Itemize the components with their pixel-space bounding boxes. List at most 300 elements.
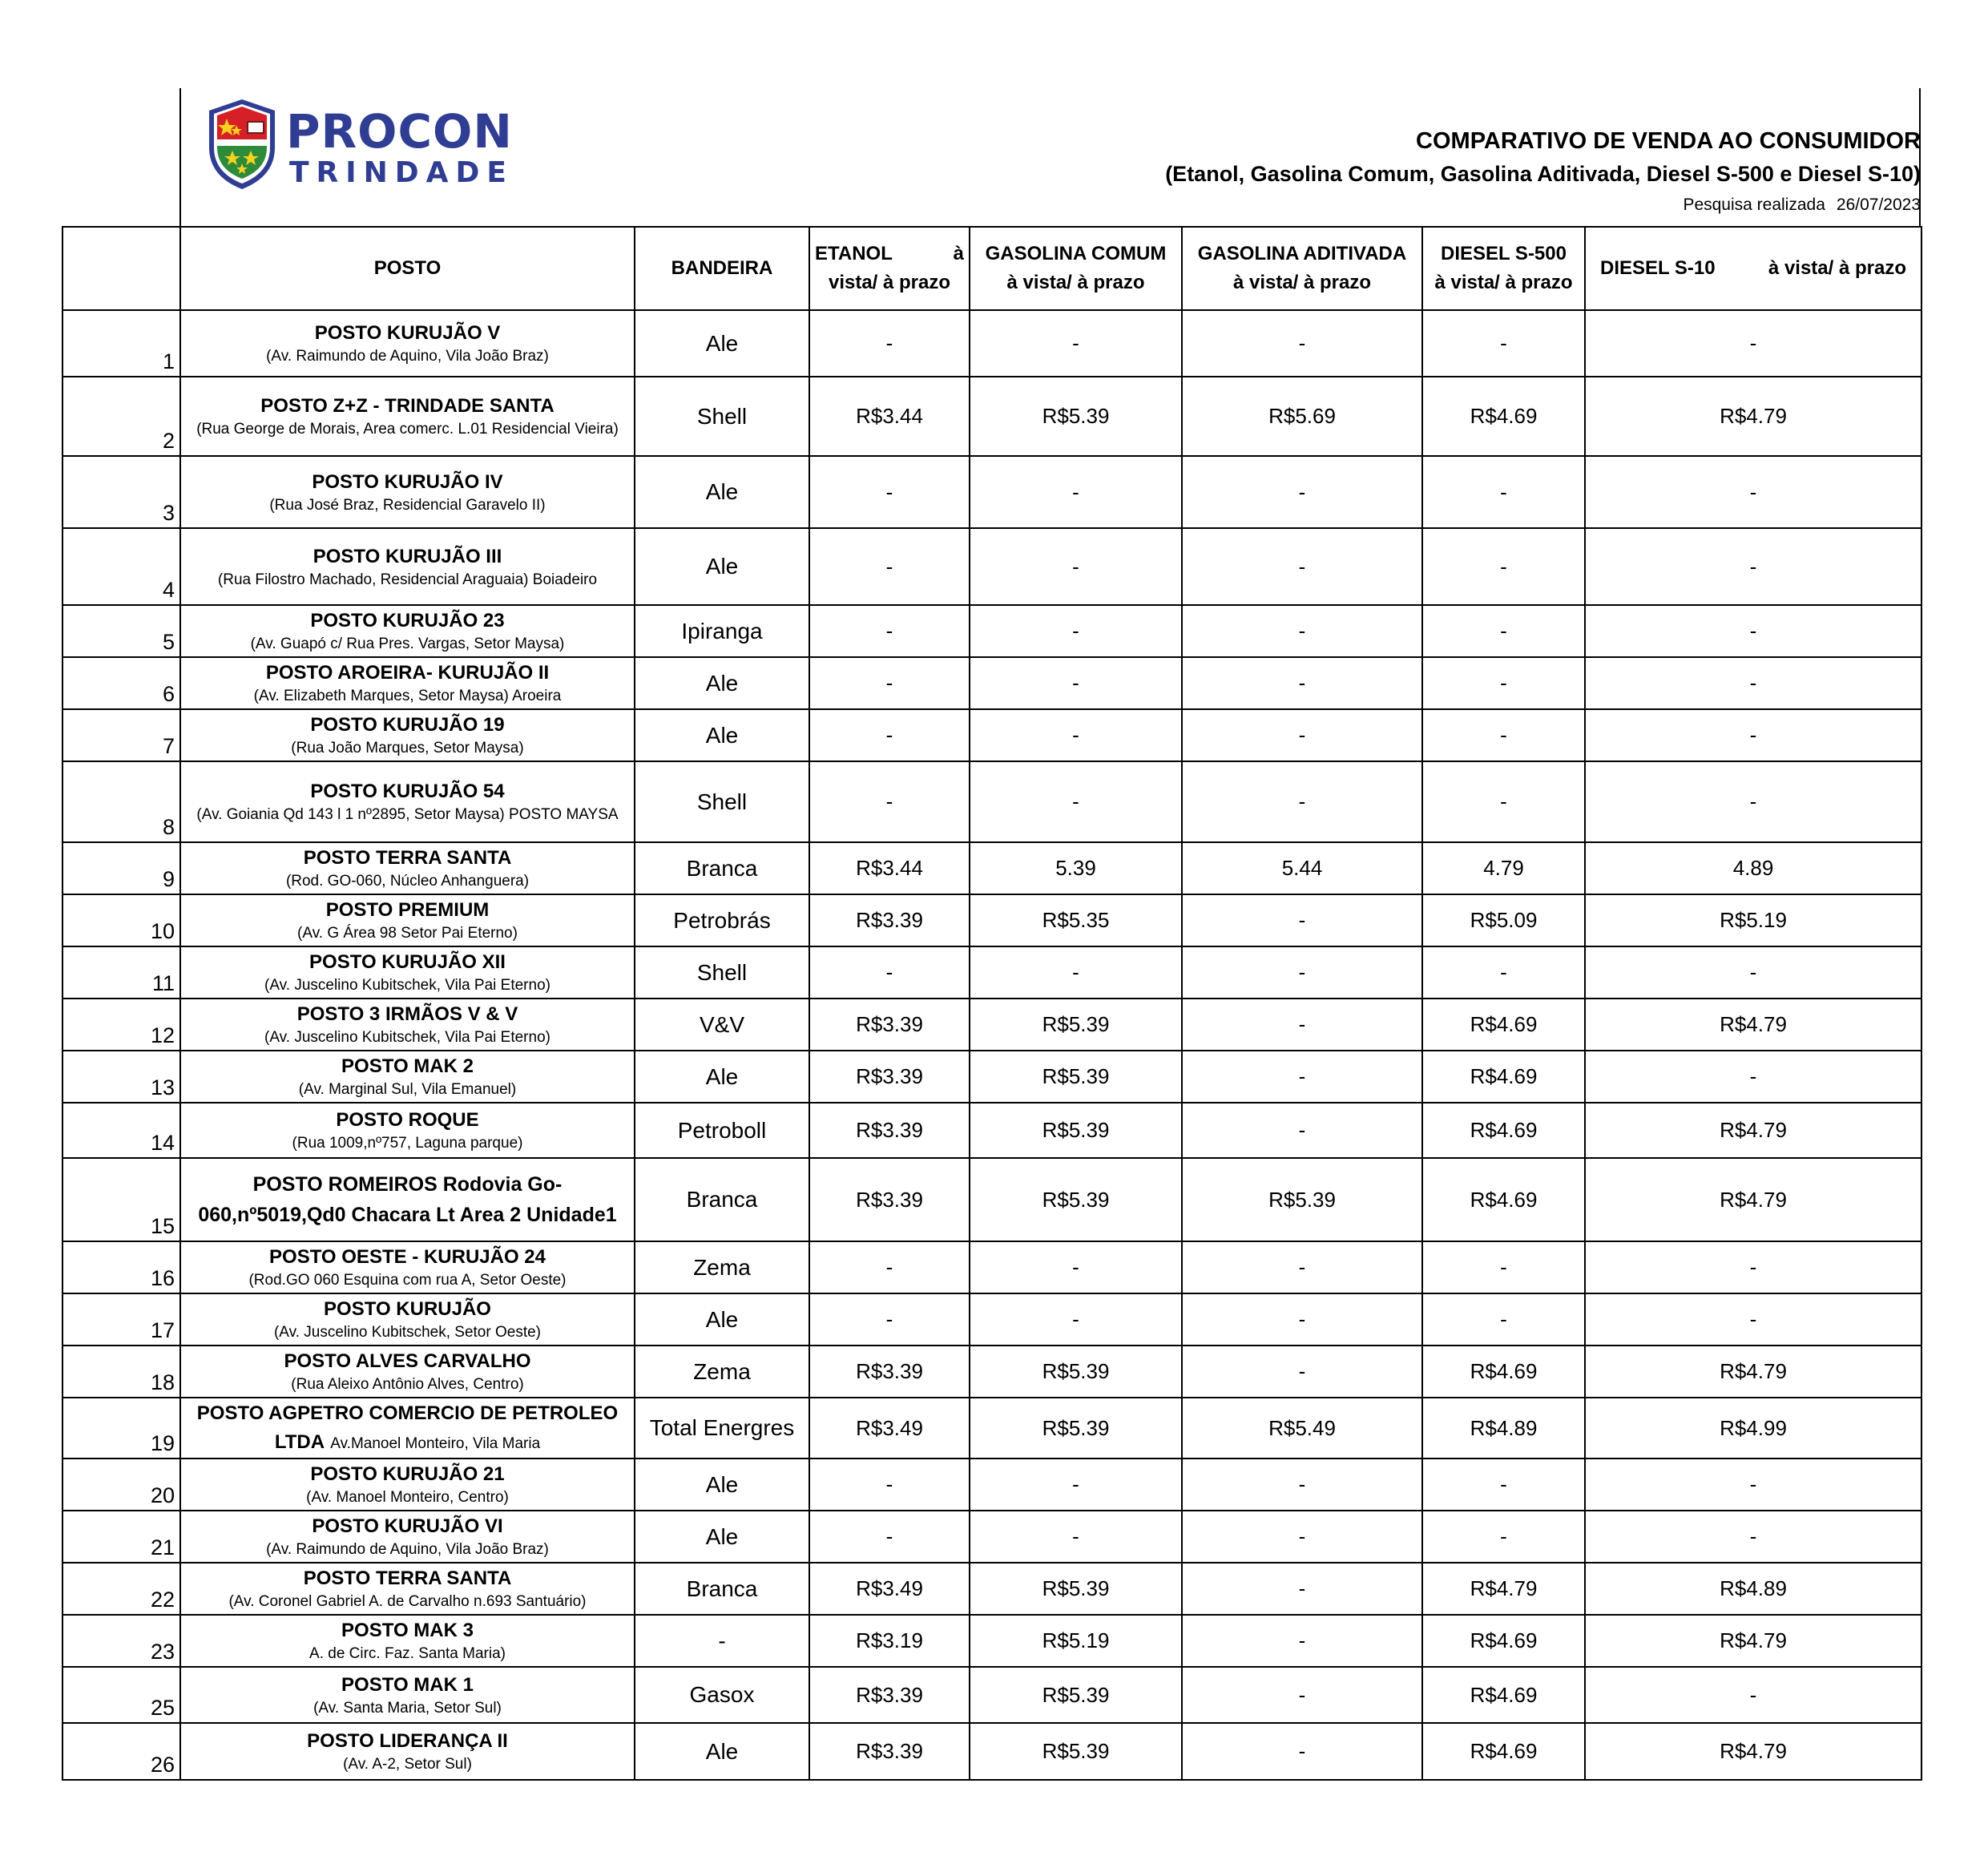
row-number: 21	[63, 1511, 180, 1563]
table-row	[63, 1615, 1921, 1667]
posto-address: (Av. G Área 98 Setor Pai Eterno)	[297, 925, 518, 942]
table-row	[63, 1723, 1921, 1780]
etanol-price: -	[809, 709, 970, 761]
etanol-price: R$3.39	[809, 894, 970, 946]
etanol-sub-label: vista/ à prazo	[828, 272, 951, 293]
diesel-s10-price: R$4.79	[1585, 377, 1921, 456]
gasolina-comum-price: R$5.39	[970, 1346, 1182, 1398]
etanol-price: R$3.39	[809, 1158, 970, 1241]
posto-address: (Rua 1009,nº757, Laguna parque)	[292, 1135, 523, 1152]
posto-cell	[180, 761, 635, 842]
gasolina-comum-price: -	[970, 528, 1182, 605]
gasolina-aditivada-price: -	[1182, 1293, 1422, 1346]
posto-address: (Rod.GO 060 Esquina com rua A, Setor Oeste)	[248, 1272, 567, 1289]
posto-cell	[180, 1615, 635, 1667]
posto-name: POSTO ALVES CARVALHO	[284, 1350, 531, 1372]
bandeira-cell: Ale	[635, 528, 809, 605]
etanol-price: R$3.39	[809, 1667, 970, 1723]
row-number: 22	[63, 1563, 180, 1615]
gasolina-comum-price: R$5.39	[970, 1103, 1182, 1158]
bandeira-cell: Ale	[635, 310, 809, 377]
posto-name: POSTO AGPETRO COMERCIO DE PETROLEO LTDA	[196, 1402, 619, 1453]
etanol-price: R$3.39	[809, 1051, 970, 1103]
gasolina-aditivada-price: -	[1182, 1051, 1422, 1103]
gasolina-comum-price: -	[970, 456, 1182, 528]
col-posto-header: POSTO	[180, 227, 635, 310]
etanol-price: R$3.49	[809, 1398, 970, 1459]
diesel-s500-price: R$4.69	[1422, 1158, 1585, 1241]
gasolina-comum-price: -	[970, 709, 1182, 761]
diesel-s500-price: -	[1422, 946, 1585, 999]
etanol-a-label: à	[953, 243, 964, 264]
row-number: 2	[63, 377, 180, 456]
posto-address: (Av. Elizabeth Marques, Setor Maysa) Aroeira	[253, 688, 562, 704]
posto-name: POSTO ROQUE	[336, 1109, 479, 1131]
etanol-price: R$3.39	[809, 1723, 970, 1780]
gasolina-comum-price: -	[970, 1293, 1182, 1346]
posto-name: POSTO KURUJÃO VI	[312, 1515, 503, 1537]
row-number: 9	[63, 842, 180, 894]
posto-cell	[180, 1723, 635, 1780]
posto-address: (Av. Juscelino Kubitschek, Vila Pai Eterno)	[264, 1029, 550, 1046]
posto-name: POSTO OESTE - KURUJÃO 24	[269, 1246, 546, 1268]
row-number: 3	[63, 456, 180, 528]
etanol-price: -	[809, 1459, 970, 1511]
table-row	[63, 528, 1921, 605]
etanol-label: ETANOL	[815, 243, 893, 264]
diesel-s500-price: -	[1422, 709, 1585, 761]
posto-name: POSTO LIDERANÇA II	[307, 1730, 508, 1752]
posto-address: (Rod. GO-060, Núcleo Anhanguera)	[285, 873, 530, 890]
document-subtitle: (Etanol, Gasolina Comum, Gasolina Aditivada, Diesel S-500 e Diesel S-10)	[1165, 162, 1921, 186]
bandeira-cell: Branca	[635, 1158, 809, 1241]
posto-address: (Rua José Braz, Residencial Garavelo II)	[269, 496, 546, 514]
table-row	[63, 999, 1921, 1051]
col-gasolina-aditivada-header	[1182, 227, 1422, 310]
document-title: COMPARATIVO DE VENDA AO CONSUMIDOR	[1416, 128, 1921, 154]
posto-address: (Av. Raimundo de Aquino, Vila João Braz)	[266, 348, 549, 365]
diesel-s500-price: R$4.69	[1422, 377, 1585, 456]
gasolina-comum-price: -	[970, 605, 1182, 657]
table-row	[63, 1158, 1921, 1241]
posto-name: POSTO KURUJÃO XII	[309, 951, 506, 973]
bandeira-cell: Ale	[635, 709, 809, 761]
posto-address: (Rua João Marques, Setor Maysa)	[291, 740, 524, 757]
gasolina-aditivada-price: -	[1182, 1615, 1422, 1667]
posto-name: POSTO KURUJÃO IV	[312, 470, 503, 493]
city-shield-icon	[206, 98, 278, 191]
diesel-s10-price: -	[1585, 1051, 1921, 1103]
diesel-s10-sub-label: à vista/ à prazo	[1768, 257, 1906, 279]
bandeira-cell: Ale	[635, 1723, 809, 1780]
diesel-s500-sub-label: à vista/ à prazo	[1434, 272, 1573, 293]
posto-cell	[180, 1241, 635, 1293]
posto-name: POSTO ROMEIROS Rodovia Go-060,nº5019,Qd0 Chacara Lt Area 2 Unidade1	[198, 1173, 617, 1226]
survey-date: 26/07/2023	[1836, 196, 1921, 214]
row-number: 6	[63, 657, 180, 709]
etanol-price: -	[809, 310, 970, 377]
row-number: 13	[63, 1051, 180, 1103]
etanol-price: R$3.49	[809, 1563, 970, 1615]
gasolina-aditivada-price: -	[1182, 605, 1422, 657]
table-row	[63, 1241, 1921, 1293]
gasolina-aditivada-price: -	[1182, 999, 1422, 1051]
etanol-price: R$3.44	[809, 377, 970, 456]
row-number: 7	[63, 709, 180, 761]
table-row	[63, 1051, 1921, 1103]
diesel-s500-price: -	[1422, 1241, 1585, 1293]
gasolina-comum-price: -	[970, 1459, 1182, 1511]
bandeira-cell: Branca	[635, 842, 809, 894]
posto-cell	[180, 528, 635, 605]
bandeira-cell: Ale	[635, 1511, 809, 1563]
diesel-s10-price: -	[1585, 605, 1921, 657]
row-number: 5	[63, 605, 180, 657]
gasolina-aditivada-price: -	[1182, 709, 1422, 761]
diesel-s10-price: R$4.79	[1585, 1723, 1921, 1780]
table-row	[63, 1398, 1921, 1459]
gasolina-comum-price: R$5.39	[970, 1723, 1182, 1780]
gasolina-comum-sub-label: à vista/ à prazo	[1006, 272, 1145, 293]
etanol-price: -	[809, 1241, 970, 1293]
gasolina-comum-price: R$5.19	[970, 1615, 1182, 1667]
table-row	[63, 1563, 1921, 1615]
posto-cell	[180, 842, 635, 894]
gasolina-aditivada-price: -	[1182, 894, 1422, 946]
etanol-price: R$3.39	[809, 1103, 970, 1158]
header-row	[63, 227, 1921, 310]
bandeira-cell: Zema	[635, 1241, 809, 1293]
table-row	[63, 456, 1921, 528]
diesel-s500-price: -	[1422, 1459, 1585, 1511]
posto-name: POSTO AROEIRA- KURUJÃO II	[265, 662, 550, 684]
posto-address: (Av. A-2, Setor Sul)	[343, 1756, 472, 1773]
diesel-s500-price: -	[1422, 1293, 1585, 1346]
diesel-s500-price: R$4.69	[1422, 1103, 1585, 1158]
gasolina-comum-price: -	[970, 657, 1182, 709]
diesel-s10-price: R$4.79	[1585, 1615, 1921, 1667]
bandeira-cell: Shell	[635, 761, 809, 842]
gasolina-aditivada-price: -	[1182, 946, 1422, 999]
gasolina-aditivada-price: R$5.69	[1182, 377, 1422, 456]
table-row	[63, 894, 1921, 946]
gasolina-comum-price: -	[970, 1241, 1182, 1293]
posto-cell	[180, 1103, 635, 1158]
header-left-border	[179, 88, 181, 226]
posto-cell	[180, 946, 635, 999]
etanol-price: -	[809, 946, 970, 999]
posto-address: (Av. Raimundo de Aquino, Vila João Braz)	[266, 1541, 549, 1558]
diesel-s10-price: -	[1585, 761, 1921, 842]
diesel-s10-price: -	[1585, 456, 1921, 528]
table-row	[63, 1667, 1921, 1723]
gasolina-aditivada-price: -	[1182, 1667, 1422, 1723]
row-number: 19	[63, 1398, 180, 1459]
etanol-price: -	[809, 1293, 970, 1346]
diesel-s500-price: -	[1422, 605, 1585, 657]
row-number: 18	[63, 1346, 180, 1398]
posto-cell	[180, 456, 635, 528]
gasolina-aditivada-label: GASOLINA ADITIVADA	[1197, 243, 1407, 264]
gasolina-aditivada-price: -	[1182, 1346, 1422, 1398]
posto-address: (Rua George de Morais, Area comerc. L.01 Residencial Vieira)	[196, 421, 619, 438]
diesel-s10-price: R$4.79	[1585, 999, 1921, 1051]
bandeira-cell: Ale	[635, 657, 809, 709]
gasolina-aditivada-price: -	[1182, 761, 1422, 842]
posto-address: Av.Manoel Monteiro, Vila Maria	[330, 1435, 541, 1452]
posto-address: (Rua Filostro Machado, Residencial Araguaia) Boiadeiro	[217, 571, 598, 588]
diesel-s10-price: -	[1585, 1459, 1921, 1511]
gasolina-comum-price: R$5.39	[970, 1398, 1182, 1459]
diesel-s500-price: -	[1422, 456, 1585, 528]
diesel-s500-price: -	[1422, 657, 1585, 709]
procon-logo	[206, 98, 526, 194]
diesel-s10-price: R$5.19	[1585, 894, 1921, 946]
diesel-s10-price: -	[1585, 1667, 1921, 1723]
diesel-s500-price: R$4.69	[1422, 1723, 1585, 1780]
row-number: 23	[63, 1615, 180, 1667]
diesel-s10-price: -	[1585, 1511, 1921, 1563]
gasolina-aditivada-price: -	[1182, 1511, 1422, 1563]
posto-address: (Av. Manoel Monteiro, Centro)	[306, 1489, 509, 1506]
gasolina-comum-price: R$5.39	[970, 1563, 1182, 1615]
posto-cell	[180, 1563, 635, 1615]
row-number: 26	[63, 1723, 180, 1780]
gasolina-comum-price: R$5.39	[970, 1158, 1182, 1241]
diesel-s500-price: -	[1422, 310, 1585, 377]
table-row	[63, 761, 1921, 842]
diesel-s10-price: -	[1585, 946, 1921, 999]
posto-name: POSTO Z+Z - TRINDADE SANTA	[260, 395, 554, 417]
table-row	[63, 1459, 1921, 1511]
diesel-s500-price: R$4.79	[1422, 1563, 1585, 1615]
row-number: 11	[63, 946, 180, 999]
row-number: 17	[63, 1293, 180, 1346]
diesel-s10-price: -	[1585, 657, 1921, 709]
diesel-s10-price: R$4.79	[1585, 1346, 1921, 1398]
bandeira-cell: Branca	[635, 1563, 809, 1615]
row-number: 25	[63, 1667, 180, 1723]
diesel-s10-price: R$4.79	[1585, 1103, 1921, 1158]
table-row	[63, 1346, 1921, 1398]
posto-cell	[180, 1667, 635, 1723]
bandeira-cell: Petroboll	[635, 1103, 809, 1158]
posto-name: POSTO TERRA SANTA	[303, 1567, 512, 1589]
posto-name: POSTO KURUJÃO	[324, 1298, 491, 1320]
posto-address: (Av. Juscelino Kubitschek, Vila Pai Eterno)	[264, 977, 550, 994]
gasolina-aditivada-price: -	[1182, 1723, 1422, 1780]
brand-name: PROCON	[286, 104, 513, 159]
diesel-s10-price: R$4.79	[1585, 1158, 1921, 1241]
table-row	[63, 1293, 1921, 1346]
bandeira-cell: Shell	[635, 946, 809, 999]
posto-cell	[180, 1051, 635, 1103]
posto-cell	[180, 1511, 635, 1563]
table-row	[63, 657, 1921, 709]
bandeira-cell: Ale	[635, 1293, 809, 1346]
posto-name: POSTO KURUJÃO 21	[310, 1463, 505, 1485]
gasolina-comum-price: R$5.39	[970, 377, 1182, 456]
diesel-s10-price: 4.89	[1585, 842, 1921, 894]
posto-name: POSTO MAK 1	[341, 1673, 474, 1696]
bandeira-cell: Ipiranga	[635, 605, 809, 657]
posto-name: POSTO PREMIUM	[325, 899, 490, 921]
etanol-price: -	[809, 761, 970, 842]
posto-cell	[180, 1158, 635, 1241]
posto-cell	[180, 894, 635, 946]
survey-info	[1683, 196, 1921, 215]
gasolina-aditivada-price: -	[1182, 528, 1422, 605]
etanol-price: R$3.39	[809, 1346, 970, 1398]
posto-cell	[180, 1398, 635, 1459]
etanol-price: -	[809, 528, 970, 605]
gasolina-aditivada-sub-label: à vista/ à prazo	[1232, 272, 1372, 293]
posto-cell	[180, 1293, 635, 1346]
diesel-s10-price: -	[1585, 310, 1921, 377]
diesel-s500-price: 4.79	[1422, 842, 1585, 894]
gasolina-comum-price: R$5.39	[970, 1051, 1182, 1103]
table-row	[63, 1103, 1921, 1158]
row-number: 1	[63, 310, 180, 377]
posto-address: A. de Circ. Faz. Santa Maria)	[309, 1645, 506, 1662]
posto-cell	[180, 999, 635, 1051]
bandeira-cell: Ale	[635, 456, 809, 528]
bandeira-cell: Total Energres	[635, 1398, 809, 1459]
gasolina-aditivada-price: R$5.39	[1182, 1158, 1422, 1241]
posto-address: (Av. Goiania Qd 143 l 1 nº2895, Setor Maysa) POSTO MAYSA	[196, 806, 619, 823]
row-number: 20	[63, 1459, 180, 1511]
posto-cell	[180, 657, 635, 709]
diesel-s500-price: R$4.69	[1422, 1615, 1585, 1667]
diesel-s10-price: R$4.99	[1585, 1398, 1921, 1459]
bandeira-cell: Shell	[635, 377, 809, 456]
col-bandeira-header: BANDEIRA	[635, 227, 809, 310]
diesel-s500-price: R$5.09	[1422, 894, 1585, 946]
row-number: 10	[63, 894, 180, 946]
bandeira-cell: Petrobrás	[635, 894, 809, 946]
etanol-price: -	[809, 605, 970, 657]
gasolina-aditivada-price: -	[1182, 456, 1422, 528]
posto-name: POSTO KURUJÃO V	[314, 322, 501, 344]
gasolina-comum-price: R$5.39	[970, 999, 1182, 1051]
table-row	[63, 946, 1921, 999]
posto-name: POSTO KURUJÃO 54	[310, 781, 505, 802]
bandeira-cell: V&V	[635, 999, 809, 1051]
diesel-s500-price: -	[1422, 761, 1585, 842]
diesel-s500-price: R$4.69	[1422, 1051, 1585, 1103]
diesel-s500-price: R$4.69	[1422, 1667, 1585, 1723]
row-number: 15	[63, 1158, 180, 1241]
posto-name: POSTO 3 IRMÃOS V & V	[296, 1003, 518, 1025]
row-number: 8	[63, 761, 180, 842]
gasolina-comum-price: R$5.39	[970, 1667, 1182, 1723]
bandeira-cell: -	[635, 1615, 809, 1667]
bandeira-cell: Ale	[635, 1459, 809, 1511]
etanol-price: R$3.44	[809, 842, 970, 894]
gasolina-comum-price: -	[970, 946, 1182, 999]
survey-label: Pesquisa realizada	[1683, 196, 1825, 214]
etanol-price: -	[809, 1511, 970, 1563]
col-number-header	[63, 227, 180, 310]
gasolina-comum-price: -	[970, 310, 1182, 377]
gasolina-aditivada-price: -	[1182, 1103, 1422, 1158]
gasolina-comum-price: R$5.35	[970, 894, 1182, 946]
posto-name: POSTO KURUJÃO III	[313, 545, 502, 567]
diesel-s10-label: DIESEL S-10	[1600, 257, 1716, 279]
bandeira-cell: Gasox	[635, 1667, 809, 1723]
gasolina-aditivada-price: -	[1182, 1459, 1422, 1511]
diesel-s10-price: -	[1585, 1293, 1921, 1346]
fuel-price-table	[62, 226, 1922, 1781]
gasolina-comum-price: -	[970, 761, 1182, 842]
posto-cell	[180, 605, 635, 657]
posto-address: (Av. Marginal Sul, Vila Emanuel)	[298, 1081, 517, 1098]
etanol-price: R$3.39	[809, 999, 970, 1051]
posto-address: (Av. Coronel Gabriel A. de Carvalho n.693 Santuário)	[228, 1593, 587, 1610]
table-row	[63, 842, 1921, 894]
posto-cell	[180, 1459, 635, 1511]
table-row	[63, 605, 1921, 657]
col-diesel-s500-header	[1422, 227, 1585, 310]
gasolina-comum-price: 5.39	[970, 842, 1182, 894]
document-header	[62, 88, 1921, 226]
diesel-s10-price: -	[1585, 528, 1921, 605]
gasolina-aditivada-price: 5.44	[1182, 842, 1422, 894]
diesel-s500-price: -	[1422, 1511, 1585, 1563]
diesel-s10-price: R$4.89	[1585, 1563, 1921, 1615]
gasolina-aditivada-price: -	[1182, 310, 1422, 377]
table-row	[63, 377, 1921, 456]
posto-name: POSTO MAK 3	[341, 1620, 474, 1641]
etanol-price: R$3.19	[809, 1615, 970, 1667]
posto-name: POSTO KURUJÃO 19	[310, 714, 505, 736]
table-row	[63, 709, 1921, 761]
row-number: 12	[63, 999, 180, 1051]
gasolina-aditivada-price: -	[1182, 657, 1422, 709]
posto-address: (Av. Juscelino Kubitschek, Setor Oeste)	[273, 1324, 541, 1341]
posto-cell	[180, 310, 635, 377]
col-diesel-s10-header	[1585, 227, 1921, 310]
row-number: 16	[63, 1241, 180, 1293]
posto-cell	[180, 709, 635, 761]
diesel-s500-price: -	[1422, 528, 1585, 605]
brand-subtitle: TRINDADE	[289, 156, 514, 189]
diesel-s500-price: R$4.69	[1422, 999, 1585, 1051]
posto-address: (Av. Guapó c/ Rua Pres. Vargas, Setor Maysa)	[250, 635, 565, 652]
col-etanol-header	[809, 227, 970, 310]
posto-address: (Rua Aleixo Antônio Alves, Centro)	[291, 1376, 524, 1393]
diesel-s500-price: R$4.69	[1422, 1346, 1585, 1398]
table-row	[63, 310, 1921, 377]
posto-name: POSTO MAK 2	[341, 1055, 474, 1077]
row-number: 4	[63, 528, 180, 605]
posto-name: POSTO KURUJÃO 23	[310, 610, 505, 631]
bandeira-cell: Ale	[635, 1051, 809, 1103]
gasolina-comum-label: GASOLINA COMUM	[985, 243, 1167, 264]
row-number: 14	[63, 1103, 180, 1158]
table-row	[63, 1511, 1921, 1563]
posto-cell	[180, 1346, 635, 1398]
diesel-s500-label: DIESEL S-500	[1441, 243, 1567, 264]
bandeira-cell: Zema	[635, 1346, 809, 1398]
gasolina-aditivada-price: -	[1182, 1563, 1422, 1615]
diesel-s10-price: -	[1585, 1241, 1921, 1293]
etanol-price: -	[809, 456, 970, 528]
diesel-s10-price: -	[1585, 709, 1921, 761]
posto-cell	[180, 377, 635, 456]
gasolina-aditivada-price: -	[1182, 1241, 1422, 1293]
col-gasolina-comum-header	[970, 227, 1182, 310]
